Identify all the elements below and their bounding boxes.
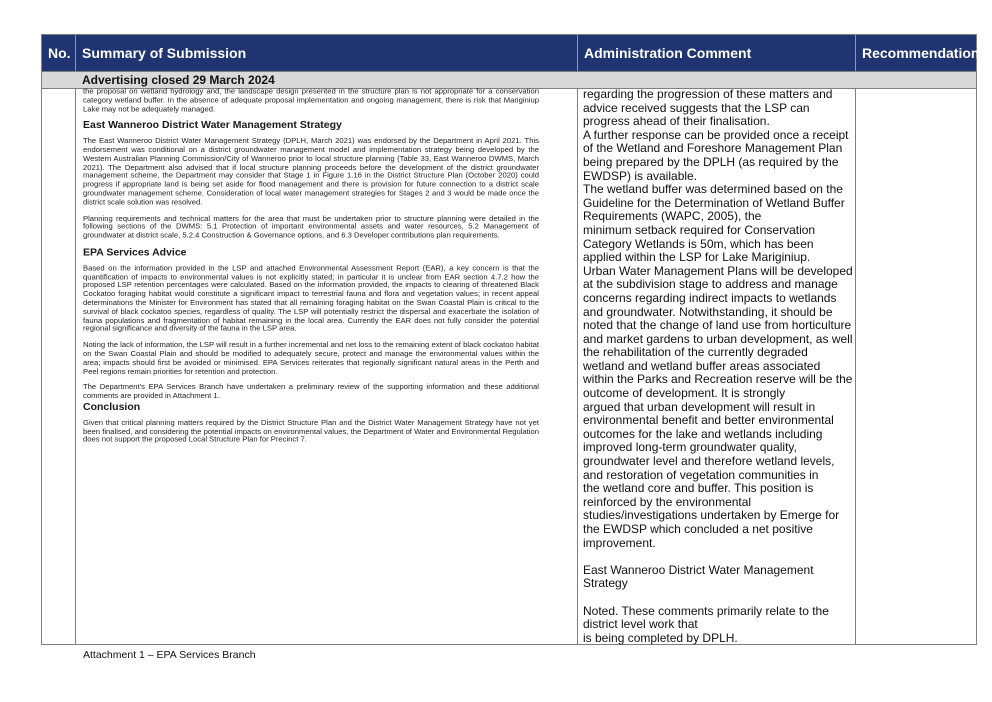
admin-comment-line: A further response can be provided once a receipt [583, 127, 849, 142]
submission-para: The Department's EPA Services Branch have undertaken a preliminary review of the supporting information and these additional comments are provided in Attachment 1. [83, 383, 539, 402]
admin-comment-line: minimum setback required for Conservation [583, 222, 816, 237]
admin-comment-line: and groundwater. Notwithstanding, it should be [583, 304, 833, 319]
admin-comment-line: progress ahead of their finalisation. [583, 114, 770, 129]
attachment-label: Attachment 1 – EPA Services Branch [83, 649, 256, 661]
admin-comment-line: regarding the progression of these matters and [583, 87, 833, 101]
header-no: No. [48, 45, 71, 61]
admin-comment-line: within the Parks and Recreation reserve will be the [583, 372, 853, 387]
submission-heading: Conclusion [83, 402, 141, 413]
header-recommendation: Recommendation [862, 45, 980, 61]
admin-comment-line: studies/investigations undertaken by Emerge for [583, 508, 840, 523]
submission-para: Planning requirements and technical matters for the area that must be undertaken prior to structure planning were detailed in the following sections of the DWMS: 5.1 Protection of important environmental assets and water resources, 5.2 Management of groundwater at district scale, 5.2.4 Construction & Governance options, and 6.3 Developer contributions plan requirements. [83, 214, 539, 241]
submission-para: The East Wanneroo District Water Management Strategy (DPLH, March 2021) was endorsed by the Department in April 2021. This endorsement was conditional on a district groundwater management model and implementation strategy being developed by the Western Australian Planning Commission/City of Wanneroo prior to local structure planning (Table 33, East Wanneroo DWMS, March 2021). The Department also advised that if local structure planning proceeds before the development of the district groundwater management scheme, the Department may consider that Stage 1 in Figure 1.16 in the District Structure Plan (October 2020) could progress if appropriate land is being set aside for flood management and there is provision for future connection to a district scale groundwater management scheme. Consideration of local water management strategies for Stages 2 and 3 would be made once the district scale solution was resolved. [83, 137, 539, 208]
submission-para: Based on the information provided in the LSP and attached Environmental Assessment Report (EAR), a key concern is that the quantification of impacts to environmental values is not explicitly stated; in particular it is unclear from EAR section 4.7.2 how the proposed LSP retention percentages were calculated. Based on the information provided, the impacts to clearing of threatened Black Cockatoo foraging habitat would constitute a significant impact to terrestrial fauna and flora and vegetation values; in recent appeal determinations the Minister for Environment has stated that all remaining foraging habitat on the Swan Coastal Plain is critical to the survival of black cockatoo species, regardless of quality. The LSP will potentially restrict the dispersal and exacerbate the isolation of fauna populations and fragmentation of habitat remaining in the local area. Currently the EAR does not fully consider the potential regional significance and diversity of the fauna in the LSP area. [83, 264, 539, 334]
admin-comment-line: the wetland core and buffer. This position is [583, 481, 814, 496]
admin-comment-line: and restoration of vegetation communities in [583, 467, 819, 482]
submission-heading: EPA Services Advice [83, 247, 187, 259]
header-admin-comment: Administration Comment [584, 45, 752, 61]
submission-para: Noting the lack of information, the LSP will result in a further incremental and net loss to the remaining extent of black cockatoo habitat on the Swan Coastal Plain and should be modified to adequately secure, protect and manage the environmental values within the area; impacts should first be avoided or minimised. EPA Services reiterates that regionally significant natural areas in the Perth and Peel regions remain priorities for retention and protection. [83, 341, 539, 377]
paragraph-gap [583, 550, 858, 564]
admin-comment-line: wetland and wetland buffer areas associated [583, 358, 821, 373]
admin-comment-line: groundwater level and therefore wetland levels, [583, 454, 835, 469]
submission-para: the proposal on wetland hydrology and, the landscape design presented in the structure plan is not appropriate for a conservation category wetland buffer. In the absence of adequate proposal implementation and ongoing management, there is risk that Mariginiup Lake may not be adequately managed. [83, 87, 539, 114]
admin-comment-line: the rehabilitation of the currently degraded [583, 345, 808, 360]
admin-comment-line: advice received suggests that the LSP can [583, 100, 810, 115]
admin-comment-line: district level work that [583, 617, 698, 632]
admin-comment-line: EWDSP) is available. [583, 168, 698, 183]
admin-comment-line: Requirements (WAPC, 2005), the [583, 209, 762, 224]
admin-comment-line: environmental benefit and better environmental [583, 413, 834, 428]
admin-comment-line: The wetland buffer was determined based on the [583, 182, 843, 197]
admin-comment-line: and market gardens to urban development, as well [583, 331, 853, 346]
admin-comment-line: Strategy [583, 576, 628, 591]
submissions-table [41, 34, 980, 661]
admin-comment-line: Category Wetlands is 50m, which has been [583, 236, 814, 251]
advertising-row [42, 71, 976, 89]
submission-heading: East Wanneroo District Water Management Strategy [83, 121, 342, 132]
admin-comment-line: at the subdivision stage to address and manage [583, 277, 838, 292]
admin-comment-line: concerns regarding indirect impacts to wetlands [583, 290, 837, 305]
admin-comment-line: Urban Water Management Plans will be developed [583, 263, 853, 278]
admin-comment-line: outcome of development. It is strongly [583, 386, 786, 401]
admin-comment-line: argued that urban development will result in [583, 399, 816, 414]
admin-comment-line: improved long-term groundwater quality, [583, 440, 797, 455]
admin-comment-line: improvement. [583, 535, 656, 550]
admin-comment-line: Noted. These comments primarily relate to the [583, 603, 829, 618]
admin-comment-line: East Wanneroo District Water Management [583, 562, 814, 577]
paragraph-gap [583, 591, 858, 605]
table-header [42, 35, 980, 71]
admin-comment-line: reinforced by the environmental [583, 494, 752, 509]
submission-para: Given that critical planning matters required by the District Structure Plan and the District Water Management Strategy have not yet been finalised, and considering the potential impacts on environmental values, the Department of Water and Environmental Regulation does not support the proposed Local Structure Plan for Precinct 7. [83, 418, 539, 445]
administration-comment [583, 88, 858, 645]
admin-comment-line: Guideline for the Determination of Wetland Buffer [583, 195, 845, 210]
admin-comment-line: being prepared by the DPLH (as required by the [583, 154, 839, 169]
submission-row [42, 87, 976, 661]
admin-comment-line: of the Wetland and Foreshore Management Plan [583, 141, 843, 156]
admin-comment-line: the EWDSP which concluded a net positive [583, 522, 813, 536]
header-summary: Summary of Submission [82, 45, 247, 61]
submission-text [83, 89, 539, 454]
admin-comment-line: is being completed by DPLH. [583, 630, 738, 645]
advertising-label: Advertising closed 29 March 2024 [82, 73, 275, 87]
admin-comment-line: noted that the change of land use from horticulture [583, 318, 852, 333]
admin-comment-line: outcomes for the lake and wetlands including [583, 426, 823, 441]
admin-comment-line: applied within the LSP for Lake Mariginiup. [583, 250, 811, 265]
